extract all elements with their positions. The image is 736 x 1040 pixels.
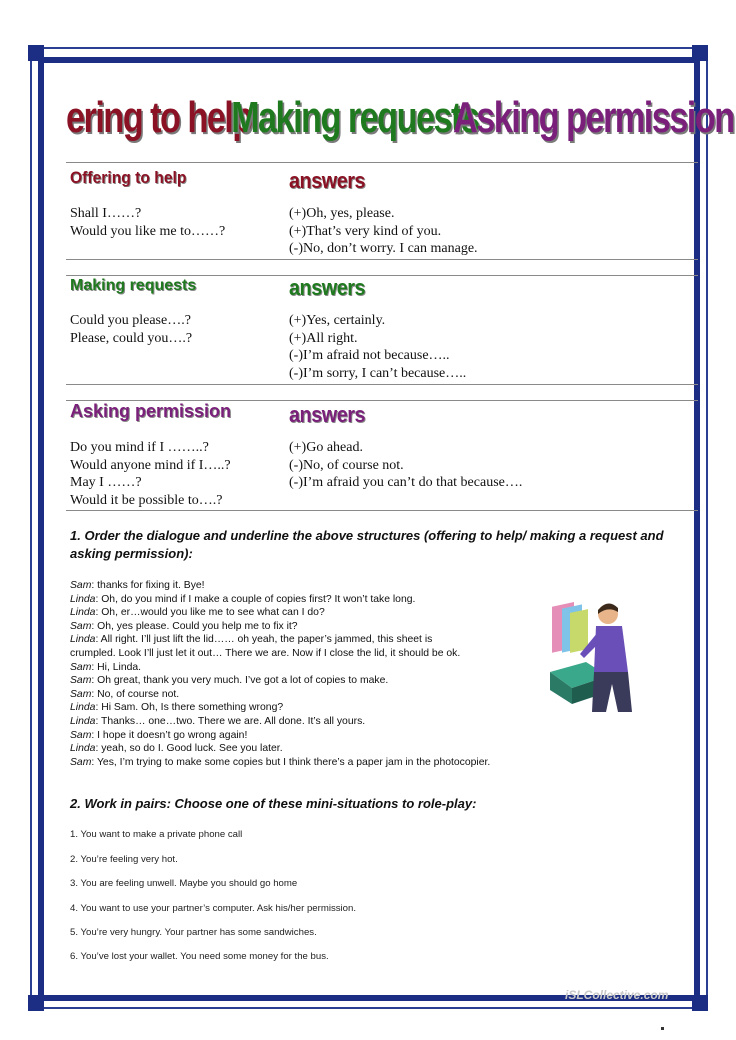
corner-ornament: [692, 995, 708, 1011]
line-text: : No, of course not.: [91, 688, 180, 700]
speaker: Linda: [70, 607, 96, 619]
answer: (-)I’m afraid you can’t do that because….: [289, 475, 523, 490]
speaker: Sam: [70, 620, 92, 632]
line-text: : Thanks… one…two. There we are. All done. It’s all yours.: [95, 715, 366, 727]
section-divider: [66, 162, 698, 163]
dialogue-line: [70, 701, 570, 715]
line-text: : I hope it doesn’t go wrong again!: [91, 729, 248, 741]
offering-answers: [289, 205, 478, 258]
permission-answers-title: answers: [289, 402, 366, 427]
line-text: crumpled. Look I’ll just let it out… There we are. Now if I close the lid, it should be ok.: [70, 647, 461, 659]
speaker: Sam: [70, 688, 92, 700]
corner-ornament: [28, 995, 44, 1011]
line-text: : thanks for fixing it. Bye!: [91, 580, 205, 591]
man-shirt: [594, 626, 628, 672]
line-text: : All right. I’ll just lift the lid…… oh yeah, the paper’s jammed, this sheet is: [95, 634, 433, 646]
corner-ornament: [692, 45, 708, 61]
offering-answers-title: answers: [289, 168, 366, 193]
section-divider: [66, 510, 698, 511]
situation-item: 2. You’re feeling very hot.: [70, 854, 178, 865]
task-1-instruction: 1. Order the dialogue and underline the above structures (offering to help/ making a request and asking permission):: [70, 528, 664, 561]
line-text: : Hi Sam. Oh, Is there something wrong?: [95, 702, 284, 714]
dialogue-line: [70, 620, 570, 634]
situation-item: 4. You want to use your partner’s computer. Ask his/her permission.: [70, 903, 357, 914]
dialogue-line: [70, 756, 570, 770]
permission-questions: [70, 439, 231, 509]
situation-item: 6. You’ve lost your wallet. You need some money for the bus.: [70, 951, 329, 962]
dialogue-line: [70, 715, 570, 729]
answer: (-)I’m afraid not because…..: [289, 348, 450, 363]
dialogue-line: [70, 661, 570, 675]
requests-answers: [289, 312, 466, 382]
answer: (+)That’s very kind of you.: [289, 223, 442, 239]
question: Would you like me to……?: [70, 223, 226, 239]
question: Would anyone mind if I…..?: [70, 457, 231, 473]
speaker: Linda: [70, 702, 96, 714]
section-divider: [66, 384, 698, 385]
corner-ornament: [28, 45, 44, 61]
question: May I ……?: [70, 475, 142, 490]
speaker: Sam: [70, 580, 92, 591]
photocopier-man-illustration: [546, 592, 640, 714]
dialogue-line: [70, 606, 570, 620]
line-text: : Yes, I’m trying to make some copies but I think there’s a paper jam in the photocopier.: [91, 756, 491, 768]
dialogue: [70, 579, 570, 769]
dialogue-line: [70, 579, 570, 593]
answer: (-)No, of course not.: [289, 457, 404, 473]
speaker: Sam: [70, 756, 92, 768]
question: Shall I……?: [70, 206, 142, 221]
speaker: Linda: [70, 743, 96, 755]
man-trousers: [592, 672, 632, 712]
banner-requests: Making requests: [231, 93, 479, 142]
line-text: : Oh great, thank you very much. I’ve got a lot of copies to make.: [91, 675, 389, 687]
dialogue-line: [70, 593, 570, 607]
answer: (+)All right.: [289, 330, 358, 346]
speaker: Sam: [70, 661, 92, 673]
watermark: iSLCollective.com: [565, 988, 669, 1002]
dialogue-line: [70, 674, 570, 688]
speaker: Sam: [70, 675, 92, 687]
requests-answers-title: answers: [289, 275, 366, 300]
requests-title: Making requests: [70, 277, 197, 294]
task-2-instruction: 2. Work in pairs: Choose one of these mini-situations to role-play:: [70, 796, 477, 811]
line-text: : yeah, so do I. Good luck. See you later.: [95, 743, 283, 755]
banner-offering: ering to help: [66, 93, 252, 142]
question: Would it be possible to….?: [70, 492, 223, 508]
answer: (+)Oh, yes, please.: [289, 206, 395, 221]
dialogue-line: [70, 633, 570, 647]
line-text: : Hi, Linda.: [91, 661, 142, 673]
speaker: Linda: [70, 634, 96, 646]
answer: (-)I’m sorry, I can’t because…..: [289, 365, 467, 381]
speaker: Linda: [70, 715, 96, 727]
line-text: : Oh, yes please. Could you help me to fix it?: [91, 620, 298, 632]
dialogue-line: [70, 688, 570, 702]
situation-item: 3. You are feeling unwell. Maybe you should go home: [70, 878, 298, 889]
question: Do you mind if I ……..?: [70, 440, 209, 455]
section-divider: [66, 275, 698, 276]
requests-questions: [70, 312, 192, 347]
answer: (+)Yes, certainly.: [289, 313, 386, 328]
dialogue-line: [70, 647, 540, 661]
answer: (-)No, don’t worry. I can manage.: [289, 241, 478, 256]
question: Please, could you….?: [70, 330, 193, 346]
situation-item: 1. You want to make a private phone call: [70, 829, 243, 840]
dialogue-line: [70, 729, 570, 743]
speck: [661, 1027, 664, 1030]
permission-title: Asking permission: [70, 401, 232, 421]
situation-item: 5. You’re very hungry. Your partner has some sandwiches.: [70, 927, 317, 938]
line-text: : Oh, do you mind if I make a couple of copies first? It won’t take long.: [95, 593, 416, 605]
offering-title: Offering to help: [70, 168, 187, 187]
banner-permission: Asking permission: [453, 93, 734, 142]
speaker: Sam: [70, 729, 92, 741]
dialogue-line: [70, 742, 570, 756]
answer: (+)Go ahead.: [289, 440, 363, 455]
question: Could you please….?: [70, 313, 191, 328]
section-divider: [66, 259, 698, 260]
permission-answers: [289, 439, 522, 492]
offering-questions: [70, 205, 225, 240]
paper-sheet-green: [570, 609, 588, 653]
speaker: Linda: [70, 593, 96, 605]
line-text: : Oh, er…would you like me to see what can I do?: [95, 607, 325, 619]
